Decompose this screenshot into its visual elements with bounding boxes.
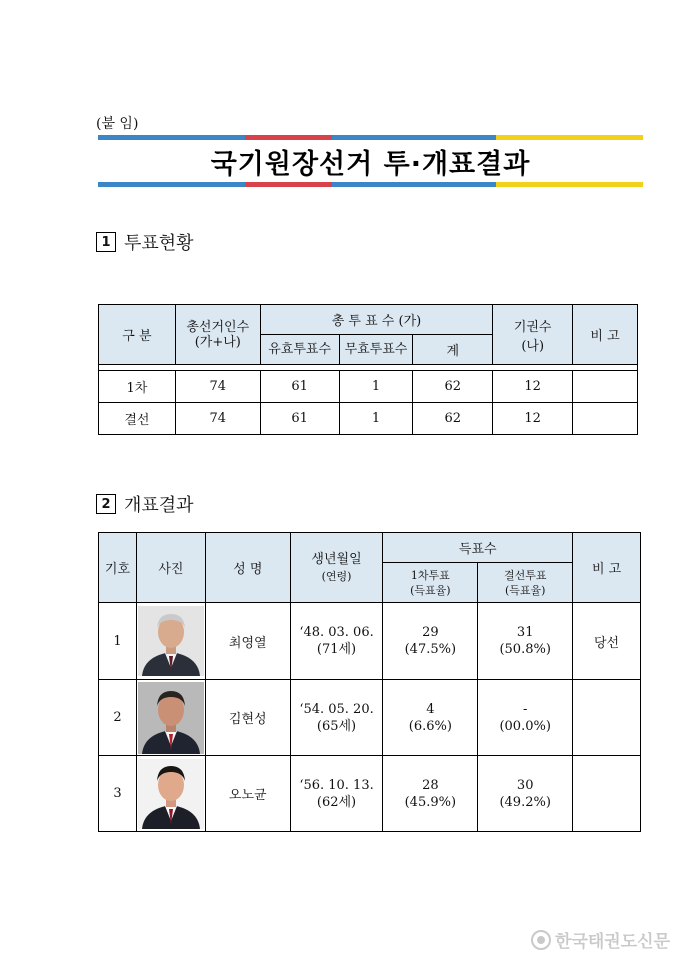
- candidate-photo-1: [138, 606, 204, 676]
- table-row: 3 오노균 ‘56. 10. 13. (62세) 28 (45.9%) 30 (49.2%): [99, 756, 641, 832]
- header-runoff: 결선투표 (득표율): [478, 563, 573, 603]
- header-birth: 생년월일 (연령): [290, 533, 383, 603]
- count-results-table: [98, 532, 641, 832]
- section-1-heading: [96, 229, 194, 255]
- candidate-photo: [136, 680, 205, 756]
- table-row: 2 김현성 ‘54. 05. 20. (65세) 4 (6.6%) - (00.0%): [99, 680, 641, 756]
- newspaper-logo-icon: [531, 930, 551, 950]
- candidate-photo: [136, 603, 205, 680]
- header-sum: 계: [413, 335, 493, 365]
- header-valid: 유효투표수: [260, 335, 339, 365]
- page-title: 국기원장선거 투·개표결과: [210, 148, 531, 180]
- title-banner: [98, 135, 643, 187]
- header-votes: 득표수: [383, 533, 573, 563]
- candidate-photo: [136, 756, 205, 832]
- winner-note: 당선: [573, 603, 641, 680]
- header-photo: 사진: [136, 533, 205, 603]
- header-electorate: 총선거인수 (가+나): [175, 305, 260, 365]
- banner-bottom-stripe: [98, 182, 643, 187]
- section-number: 1: [96, 232, 116, 252]
- header-note: 비 고: [573, 533, 641, 603]
- candidate-photo-2: [138, 682, 204, 754]
- header-number: 기호: [99, 533, 137, 603]
- table-row: 1차 74 61 1 62 12: [99, 371, 638, 403]
- candidate-photo-3: [138, 759, 204, 829]
- voting-status-table: [98, 304, 638, 435]
- section-title: 투표현황: [124, 233, 194, 254]
- header-round1: 1차투표 (득표율): [383, 563, 478, 603]
- header-invalid: 무효투표수: [339, 335, 413, 365]
- header-note: 비 고: [573, 305, 638, 365]
- table-row: 1 최영열 ‘48. 03. 06. (71세) 29 (47.5%) 31 (50.8%) 당선: [99, 603, 641, 680]
- watermark-text: 한국태권도신문: [555, 932, 670, 952]
- watermark: [531, 927, 670, 952]
- header-total-votes: 총 투 표 수 (가): [260, 305, 493, 335]
- header-name: 성 명: [205, 533, 290, 603]
- section-number: 2: [96, 494, 116, 514]
- table-row: 결선 74 61 1 62 12: [99, 403, 638, 435]
- header-abstain: 기권수 (나): [493, 305, 573, 365]
- attachment-label: (붙 임): [96, 116, 139, 132]
- header-category: 구 분: [99, 305, 176, 365]
- section-title: 개표결과: [124, 495, 194, 516]
- section-2-heading: [96, 491, 194, 517]
